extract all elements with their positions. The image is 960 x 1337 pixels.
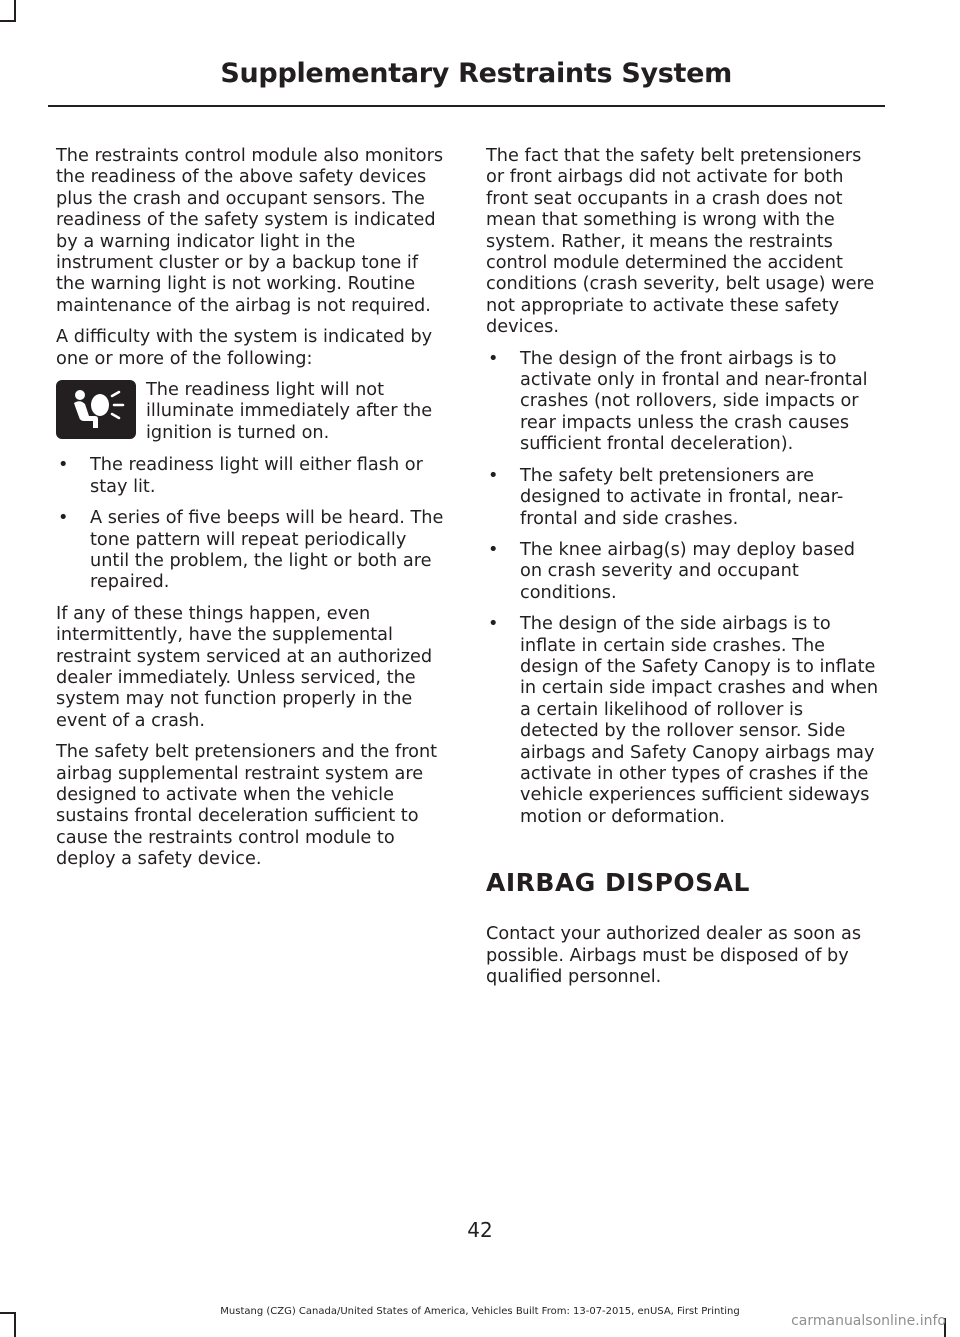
header-divider xyxy=(48,105,885,107)
list-item-text: A series of five beeps will be heard. The tone pattern will repeat periodically until the problem, the light or both are repaired. xyxy=(90,508,444,593)
bullet-glyph: • xyxy=(488,539,499,560)
bullet-glyph: • xyxy=(58,508,69,529)
watermark: carmanualsonline.info xyxy=(791,1313,946,1329)
warning-indicator-row xyxy=(56,380,448,444)
crop-mark-top-left-h xyxy=(0,20,16,22)
list-item-text: The design of the front airbags is to activate only in frontal and near-frontal crashes (not rollovers, side impacts or rear impacts unless the crash causes sufficient frontal deceleration). xyxy=(520,348,868,455)
indicator-description: The readiness light will not illuminate immediately after the ignition is turned on. xyxy=(146,380,433,443)
paragraph: If any of these things happen, even intermittently, have the supplemental restraint system serviced at an authorized dealer immediately. Unless serviced, the system may not function properly in the event of a crash. xyxy=(56,603,433,731)
page-title: Supplementary Restraints System xyxy=(220,58,732,89)
paragraph: A difficulty with the system is indicated by one or more of the following: xyxy=(56,327,433,369)
paragraph: Contact your authorized dealer as soon as possible. Airbags must be disposed of by qualified personnel. xyxy=(486,924,862,987)
list-item xyxy=(486,349,880,456)
page-number: 42 xyxy=(467,1218,493,1242)
crop-mark-top-left xyxy=(14,0,16,22)
list-item xyxy=(56,508,448,594)
list-item xyxy=(56,455,448,498)
bullet-glyph: • xyxy=(58,455,69,476)
list-item-text: The design of the side airbags is to inflate in certain side crashes. The design of the Safety Canopy is to inflate in certain side impact crashes and when a certain likelihood of rollover is detected by the rollover sensor. Side airbags and Safety Canopy airbags may activate in other types of crashes if the vehicle experiences sufficient sideways motion or deformation. xyxy=(520,614,879,827)
list-item xyxy=(486,466,880,530)
paragraph: The restraints control module also monitors the readiness of the above safety devices plus the crash and occupant sensors. The readiness of the safety system is indicated by a warning indicator light in the instrument cluster or by a backup tone if the warning light is not working. Routine maintenance of the airbag is not required. xyxy=(56,146,444,316)
paragraph: The safety belt pretensioners and the front airbag supplemental restraint system are designed to activate when the vehicle sustains frontal deceleration sufficient to cause the restraints control module to deploy a safety device. xyxy=(56,742,438,870)
bullet-glyph: • xyxy=(488,348,499,369)
paragraph: The fact that the safety belt pretensioners or front airbags did not activate for both front seat occupants in a crash does not mean that something is wrong with the system. Rather, it means the restraints control module determined the accident conditions (crash severity, belt usage) were not appropriate to activate these safety devices. xyxy=(486,146,875,338)
footer-text: Mustang (CZG) Canada/United States of America, Vehicles Built From: 13-07-2015, enUSA, First Printing xyxy=(220,1306,740,1317)
bullet-glyph: • xyxy=(488,614,499,635)
list-item-text: The knee airbag(s) may deploy based on crash severity and occupant conditions. xyxy=(520,539,856,603)
left-column xyxy=(56,146,448,881)
section-heading: AIRBAG DISPOSAL xyxy=(486,868,750,898)
right-column xyxy=(486,146,880,998)
airbag-warning-icon xyxy=(56,380,136,439)
list-item xyxy=(486,614,880,828)
list-item-text: The safety belt pretensioners are designed to activate in frontal, near-frontal and side crashes. xyxy=(520,465,844,529)
list-item-text: The readiness light will either flash or stay lit. xyxy=(90,455,423,497)
bullet-glyph: • xyxy=(488,465,499,486)
list-item xyxy=(486,540,880,604)
